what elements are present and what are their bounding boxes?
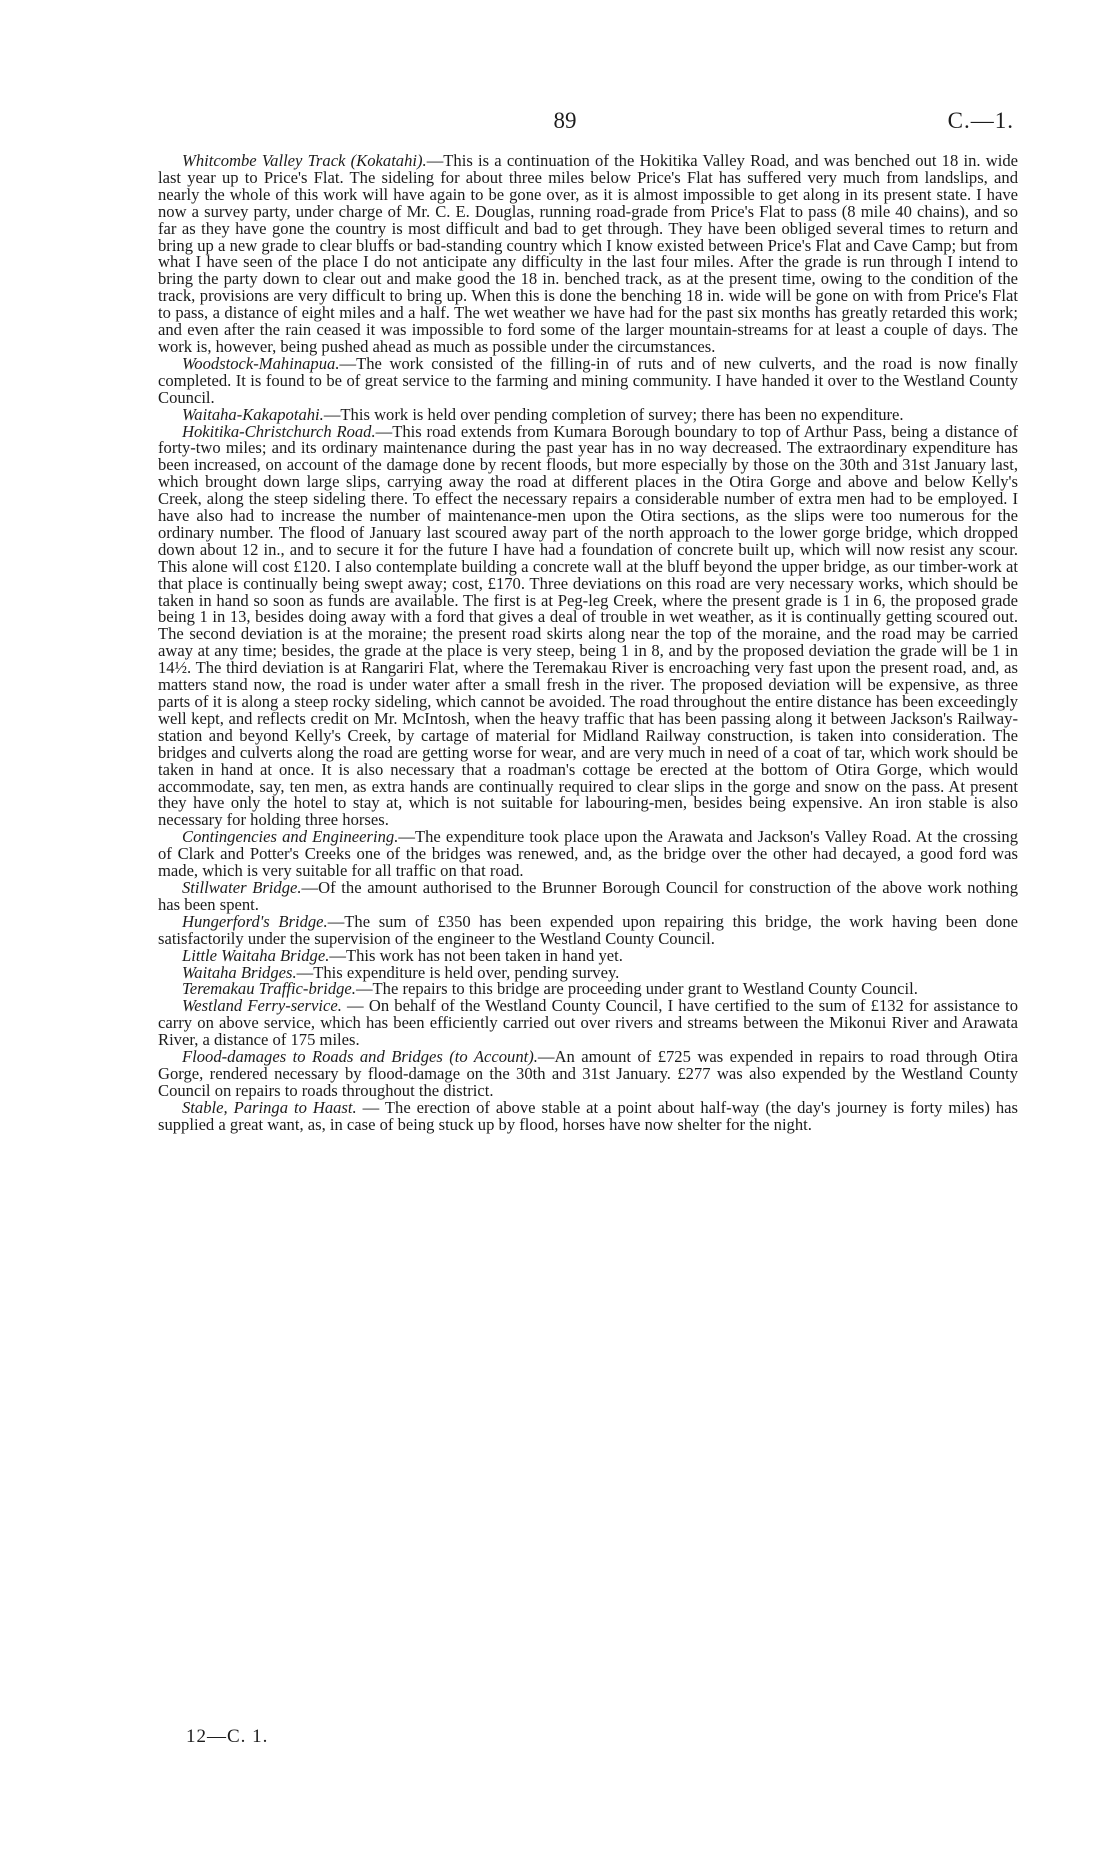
paragraph-text: —This road extends from Kumara Borough boundary to top of Arthur Pass, being a distance of forty-two miles; and its ordinary maintenance during the past year has in no way decreased. The extraordinary expenditure has been increased, on account of the damage done by recent floods, but more especially by those on the 30th and 31st January last, which brought down large slips, carrying away the road at different places in the Otira Gorge and above and below Kelly's Creek, along the steep sideling there. To effect the necessary repairs a considerable number of extra men had to be employed. I have also had to increase the number of maintenance-men upon the Otira sections, as the slips were too numerous for the ordinary number. The flood of January last scoured away part of the north approach to the lower gorge bridge, which dropped down about 12 in., and to secure it for the future I have had a foundation of concrete built up, which will now resist any scour. This alone will cost £120. I also contemplate building a concrete wall at the bluff beyond the upper bridge, as our timber-work at that place is continually being swept away; cost, £170. Three deviations on this road are very necessary works, which should be taken in hand so soon as funds are available. The first is at Peg-leg Creek, where the present grade is 1 in 6, the proposed grade being 1 in 13, besides doing away with a ford that gives a deal of trouble in wet weather, as it is continually getting scoured out. The second deviation is at the moraine; the present road skirts along near the top of the moraine, and the road may be carried away at any time; besides, the grade at the place is very steep, being 1 in 8, and by the proposed deviation the grade will be 1 in 14½. The third deviation is at Rangariri Flat, where the Teremakau River is encroaching very fast upon the present road, and, as matters stand now, the road is under water after a small fresh in the river. The proposed deviation will be expensive, as three parts of it is along a steep rocky sideling, which cannot be avoided. The road throughout the entire distance has been exceedingly well kept, and reflects credit on Mr. McIntosh, when the heavy traffic that has been passing along it between Jackson's Railway-station and beyond Kelly's Creek, by cartage of material for Midland Railway construction, is taken into consideration. The bridges and culverts along the road are getting worse for wear, and are very much in need of a coat of tar, which work should be taken in hand at once. It is also necessary that a roadman's cottage be erected at the bottom of Otira Gorge, which would accommodate, say, ten men, as extra hands are continually required to clear slips in the gorge and snow on the pass. At present they have only the hotel to stay at, which is not suitable for labouring-men, besides being expensive. An iron stable is also necessary for holding three horses. <box>158 421 1018 830</box>
paragraph-stable-paringa-haast <box>158 1097 1018 1134</box>
printer-signature: 12—C. 1. <box>186 1726 269 1747</box>
paragraph-heading: Hokitika-Christchurch Road. <box>182 421 376 441</box>
paragraph-stillwater-bridge <box>158 877 1019 914</box>
report-body <box>158 153 1018 1134</box>
paragraph-heading: Flood-damages to Roads and Bridges (to Account). <box>182 1047 538 1067</box>
paragraph-hokitika-christchurch-road <box>158 421 1018 830</box>
paragraph-heading: Hungerford's Bridge. <box>182 911 328 931</box>
paragraph-heading: Waitaha Bridges. <box>182 962 297 982</box>
paragraph-text: —The repairs to this bridge are proceeding under grant to Westland County Council. <box>355 979 918 999</box>
paragraph-whitcombe-valley-track <box>158 153 1018 356</box>
paragraph-heading: Stable, Paringa to Haast. <box>182 1097 357 1117</box>
paragraph-heading: Teremakau Traffic-bridge. <box>182 979 356 999</box>
paragraph-text: — On behalf of the Westland County Council, I have certified to the sum of £132 for assistance to carry on above service, which has been efficiently carried out over rivers and streams between the Mikonui River and Arawata River, a distance of 175 miles. <box>158 996 1018 1050</box>
paragraph-text: — The erection of above stable at a point about half-way (the day's journey is forty miles) has supplied a great want, as, in case of being stuck up by flood, horses have now shelter for the night. <box>158 1097 1018 1134</box>
paragraph-heading: Stillwater Bridge. <box>182 877 302 897</box>
paragraph-heading: Waitaha-Kakapotahi. <box>182 404 324 424</box>
paragraph-text: —This is a continuation of the Hokitika Valley Road, and was benched out 18 in. wide last year up to Price's Flat. The sideling for about three miles below Price's Flat has suffered very much from landslips, and nearly the whole of this work will have again to be gone over, as it is almost impossible to get along in its present state. I have now a survey party, under charge of Mr. C. E. Douglas, running road-grade from Price's Flat to pass (8 mile 40 chains), and so far as they have gone the country is most difficult and bad to get through. They have been obliged several times to return and bring up a new grade to clear bluffs or bad-standing country which I know existed between Price's Flat and Cave Camp; but from what I have seen of the place I do not anticipate any difficulty in the last four miles. After the grade is run through I intend to bring the party down to clear out and make good the 18 in. benched track, as at the present time, owing to the condition of the track, provisions are very difficult to bring up. When this is done the benching 18 in. wide will be gone on with from Price's Flat to pass, a distance of eight miles and a half. The wet weather we have had for the past six months has greatly retarded this work; and even after the rain ceased it was impossible to ford some of the larger mountain-streams for at least a couple of days. The work is, however, being pushed ahead as much as possible under the circumstances. <box>158 151 1018 356</box>
paragraph-text: —An amount of £725 was expended in repairs to road through Otira Gorge, rendered necessary by flood-damage on the 30th and 31st January. £277 was also expended by the Westland County Council on repairs to roads throughout the district. <box>158 1047 1018 1100</box>
paragraph-hungerfords-bridge <box>158 911 1018 948</box>
paragraph-text: —The expenditure took place upon the Arawata and Jackson's Valley Road. At the crossing of Clark and Potter's Creeks one of the bridges was renewed, and, as the bridge over the other had decayed, a good ford was made, which is very suitable for all traffic on that road. <box>158 827 1019 881</box>
paragraph-flood-damages <box>158 1049 1018 1100</box>
page-number: 89 <box>553 108 577 133</box>
paragraph-text: —Of the amount authorised to the Brunner Borough Council for construction of the above work nothing has been spent. <box>158 877 1019 914</box>
paragraph-heading: Contingencies and Engineering. <box>182 827 399 847</box>
paragraph-contingencies-engineering <box>158 829 1018 880</box>
paragraph-text: —This work is held over pending completion of survey; there has been no expenditure. <box>323 404 904 424</box>
paragraph-text: —This expenditure is held over, pending survey. <box>296 962 620 982</box>
paragraph-westland-ferry-service <box>158 998 1018 1049</box>
paragraph-heading: Westland Ferry-service. <box>182 996 342 1016</box>
paragraph-text: —This work has not been taken in hand yet. <box>329 945 623 965</box>
paragraph-heading: Whitcombe Valley Track (Kokatahi). <box>182 151 427 170</box>
paragraph-heading: Woodstock-Mahinapua. <box>182 353 340 373</box>
paragraph-heading: Little Waitaha Bridge. <box>182 945 330 965</box>
paragraph-text: —The work consisted of the filling-in of ruts and of new culverts, and the road is now finally completed. It is found to be of great service to the farming and mining community. I have handed it over to the Westland County Council. <box>158 353 1018 407</box>
document-reference: C.—1. <box>947 108 1014 133</box>
paragraph-text: —The sum of £350 has been expended upon repairing this bridge, the work having been done satisfactorily under the supervision of the engineer to the Westland County Council. <box>158 911 1018 948</box>
paragraph-woodstock-mahinapua <box>158 353 1018 407</box>
